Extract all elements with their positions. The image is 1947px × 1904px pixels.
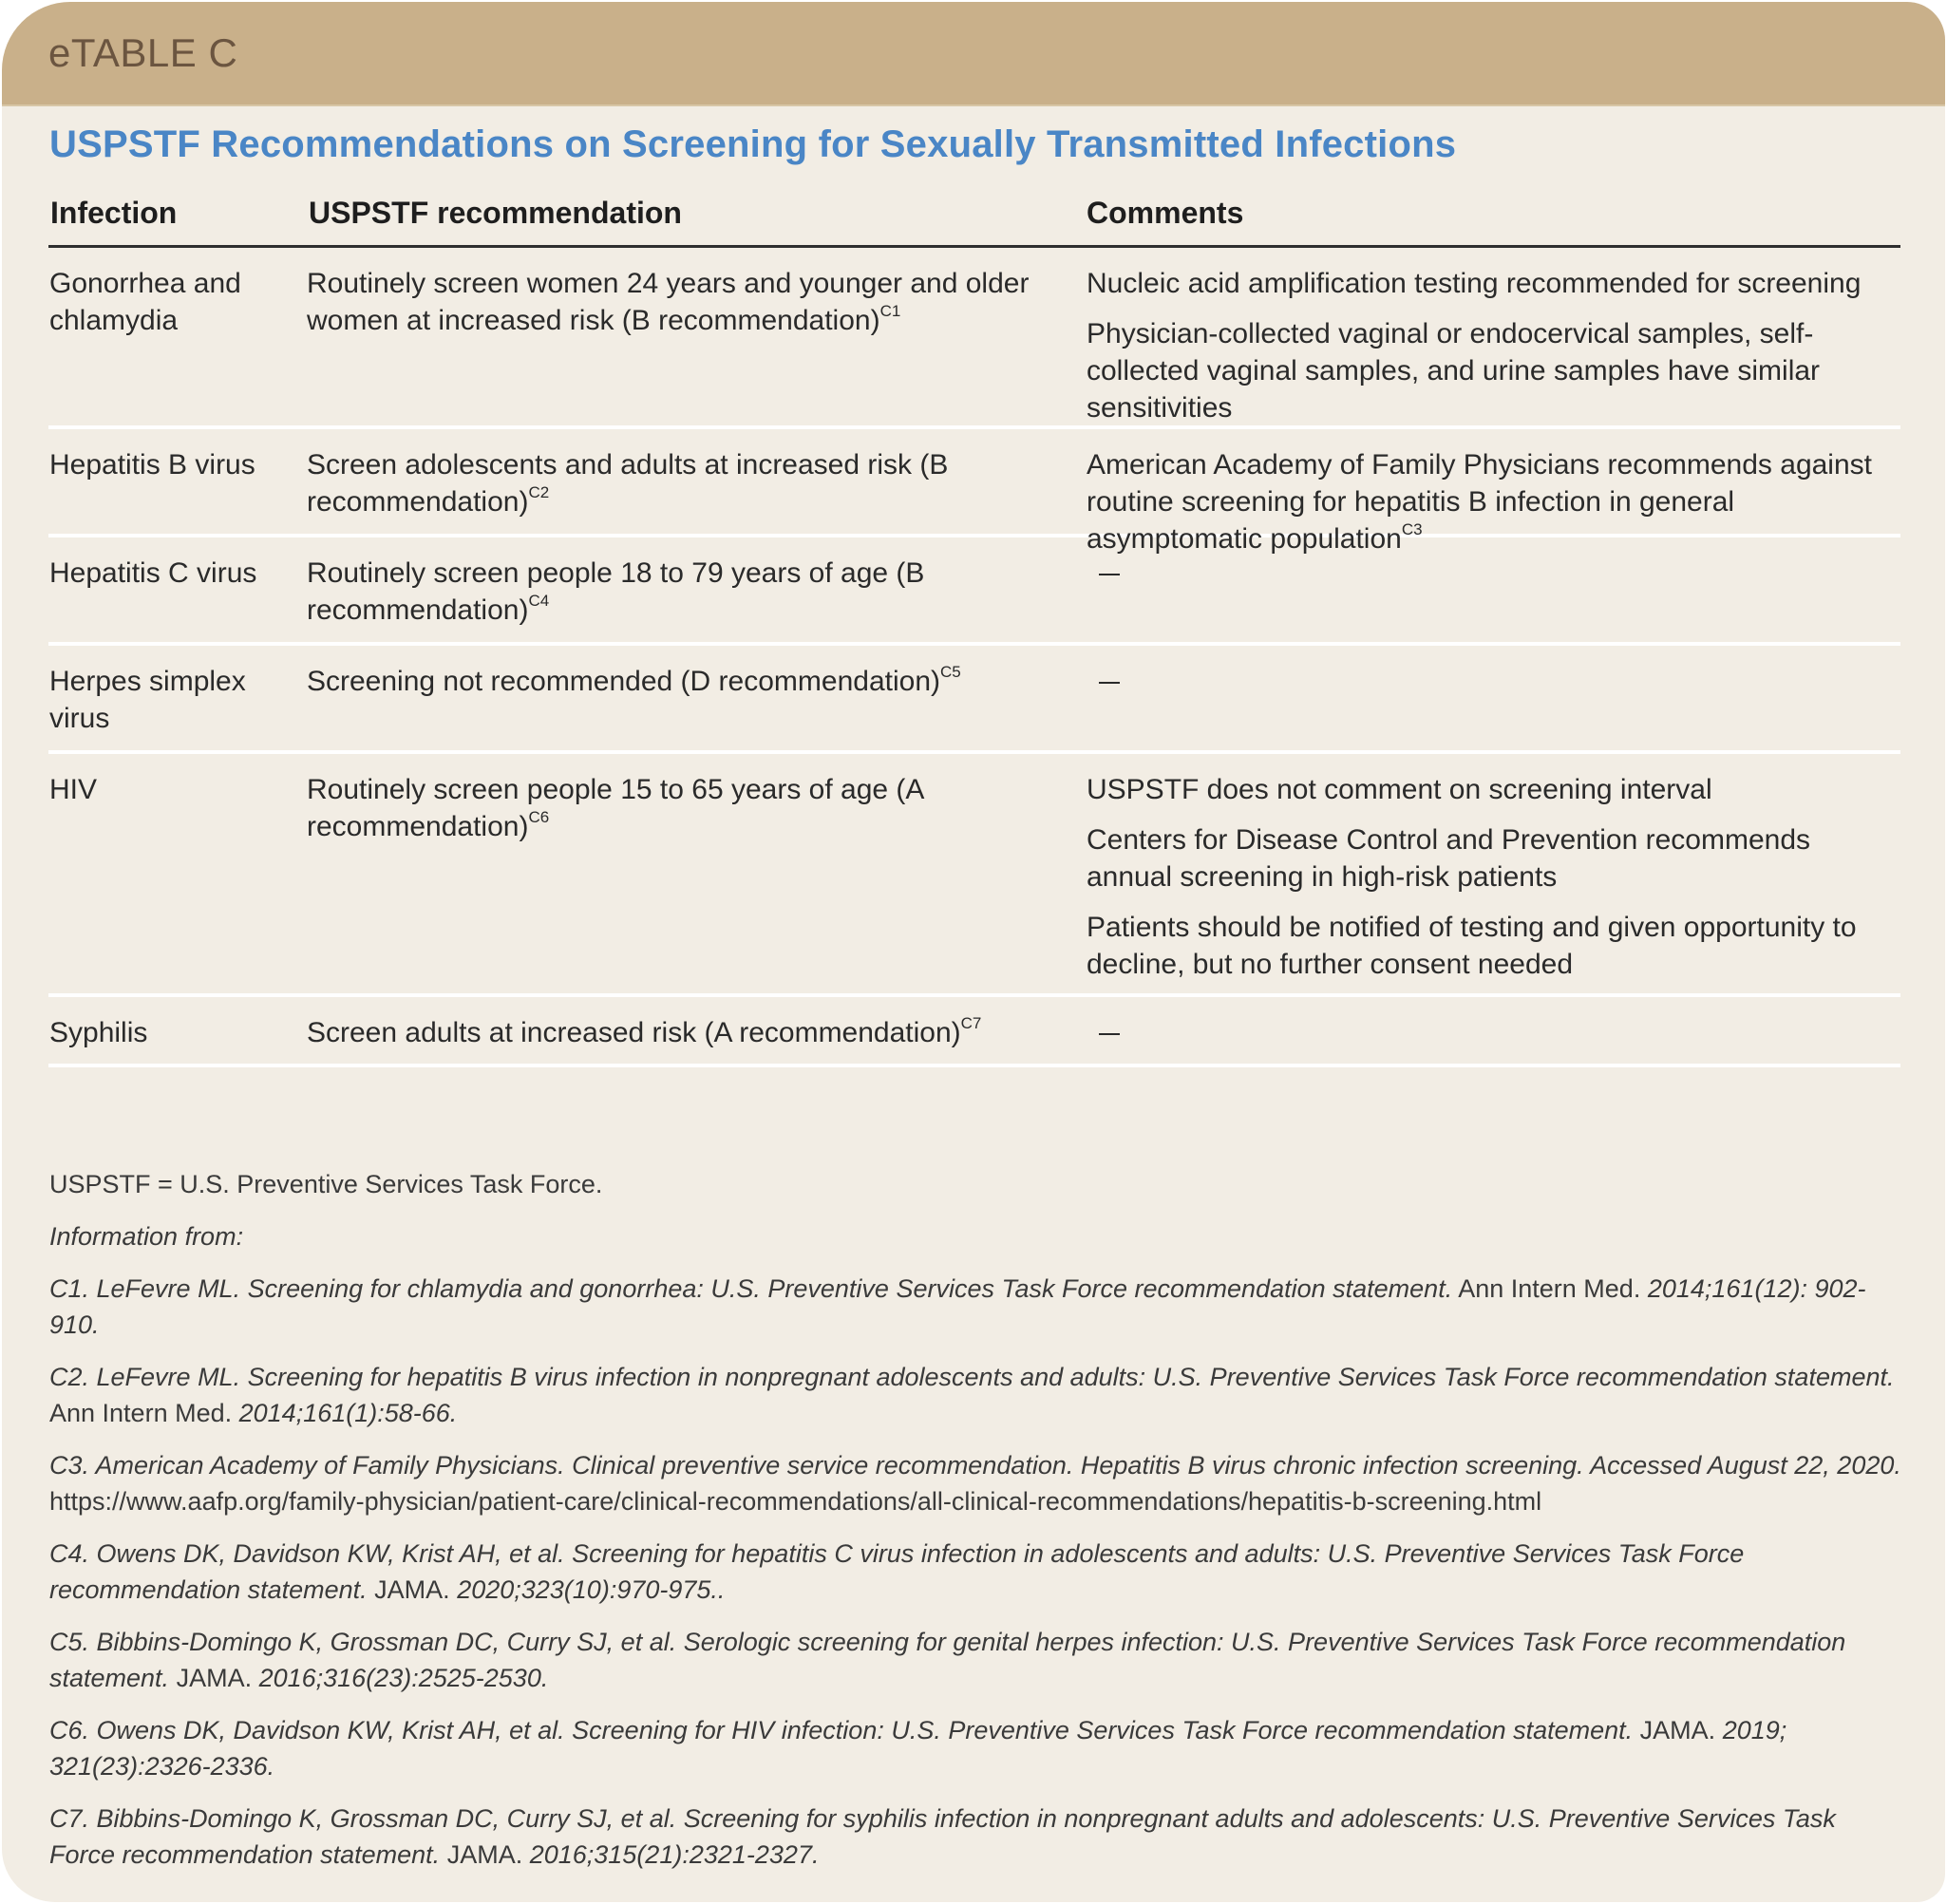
table-row [48,537,1900,646]
column-header-infection: Infection [50,196,178,230]
reference-c5: C5. Bibbins-Domingo K, Grossman DC, Curry SJ, et al. Serologic screening for genital herpes infection: U.S. Preventive Services Task Force recommendation statement. JAMA. 2016;316(23):2525-2530. [49,1628,1846,1692]
table-row [48,429,1900,555]
table-label: eTABLE C [48,30,238,75]
em-dash-placeholder [1099,1033,1120,1035]
reference-marker: C2 [528,483,550,501]
reference-c1: C1. LeFevre ML. Screening for chlamydia and gonorrhea: U.S. Preventive Services Task Force recommendation statement. Ann Intern Med. 2014;161(12): 902-910. [49,1274,1866,1339]
column-header-comments: Comments [1087,196,1244,230]
column-header-recommendation: USPSTF recommendation [309,196,682,230]
recommendations-table [48,188,1900,1067]
infection-cell: Herpes simplex virus [49,666,246,734]
comments-cell [1087,555,1903,592]
infection-cell: Gonorrhea and chlamydia [49,268,241,336]
reference-marker: C3 [1401,520,1423,538]
reference-marker: C4 [528,592,550,610]
reference-c7: C7. Bibbins-Domingo K, Grossman DC, Curry SJ, et al. Screening for syphilis infection in nonpregnant adults and adolescents: U.S. Preventive Services Task Force recommendation statement. JAMA. 2016;315(21):2321-2327. [49,1804,1836,1869]
em-dash-placeholder [1099,574,1120,575]
table-row [48,754,1900,997]
header-band [2,2,1945,106]
table-footnotes [49,1166,1901,1889]
table-row [48,248,1900,429]
comment: USPSTF does not comment on screening interval [1087,774,1712,805]
reference-marker: C6 [528,808,550,826]
recommendation-cell: Routinely screen people 18 to 79 years of age (B recommendation)$^{C4}$ [307,557,925,626]
recommendation-cell: Routinely screen people 15 to 65 years of age (A recommendation)$^{C6}$ [307,774,923,842]
abbreviation-note: USPSTF = U.S. Preventive Services Task Force. [49,1170,603,1198]
comments-cell [1087,265,1903,440]
comment: American Academy of Family Physicians recommends against routine screening for hepatitis B infection in general asymptomatic population$^{C3}$ [1087,449,1872,555]
sources-label: Information from: [49,1222,244,1251]
comment: Patients should be notified of testing and given opportunity to decline, but no further consent needed [1087,912,1857,980]
reference-c4: C4. Owens DK, Davidson KW, Krist AH, et al. Screening for hepatitis C virus infection in adolescents and adults: U.S. Preventive Services Task Force recommendation statement. JAMA. 2020;323(10):970-975.. [49,1539,1745,1604]
comment: Centers for Disease Control and Prevention recommends annual screening in high-risk patients [1087,824,1811,893]
em-dash-placeholder [1099,682,1120,684]
table-row [48,997,1900,1067]
recommendation-cell: Routinely screen women 24 years and younger and older women at increased risk (B recommendation)$^{C1}$ [307,268,1030,336]
reference-c3: C3. American Academy of Family Physicians. Clinical preventive service recommendation. Hepatitis B virus chronic infection screening. Accessed August 22, 2020. https://www.aafp.org/family-physician/patient-care/clinical-recommendations/all-clinical-recommendations/hepatitis-b-screening.html [49,1451,1901,1516]
recommendation-cell: Screen adolescents and adults at increased risk (B recommendation)$^{C2}$ [307,449,949,518]
reference-url[interactable]: https://www.aafp.org/family-physician/patient-care/clinical-recommendations/all-clinical-recommendations/hepatitis-b-screening.html [49,1487,1542,1516]
table-row [48,646,1900,754]
infection-cell: HIV [49,774,98,805]
table-header [48,188,1900,248]
recommendation-cell: Screen adults at increased risk (A recommendation)$^{C7}$ [307,1014,982,1048]
infection-cell: Hepatitis B virus [49,449,255,481]
reference-marker: C1 [879,302,901,320]
reference-c6: C6. Owens DK, Davidson KW, Krist AH, et al. Screening for HIV infection: U.S. Preventive Services Task Force recommendation statement. JAMA. 2019; 321(23):2326-2336. [49,1716,1787,1781]
reference-c2: C2. LeFevre ML. Screening for hepatitis B virus infection in nonpregnant adolescents and adults: U.S. Preventive Services Task Force recommendation statement. Ann Intern Med. 2014;161(1):58-66. [49,1363,1895,1427]
reference-marker: C5 [940,663,961,681]
table-card [2,2,1945,1902]
comments-cell [1087,771,1903,996]
table-title: USPSTF Recommendations on Screening for Sexually Transmitted Infections [49,123,1457,165]
infection-cell: Syphilis [49,1017,148,1048]
comment: Physician-collected vaginal or endocervical samples, self-collected vaginal samples, and urine samples have similar sensitivities [1087,318,1821,424]
comments-cell [1087,1014,1903,1051]
infection-cell: Hepatitis C virus [49,557,257,589]
recommendation-cell: Screening not recommended (D recommendation)$^{C5}$ [307,663,961,697]
comments-cell [1087,663,1903,700]
reference-marker: C7 [960,1014,982,1032]
comment: Nucleic acid amplification testing recommended for screening [1087,268,1862,299]
